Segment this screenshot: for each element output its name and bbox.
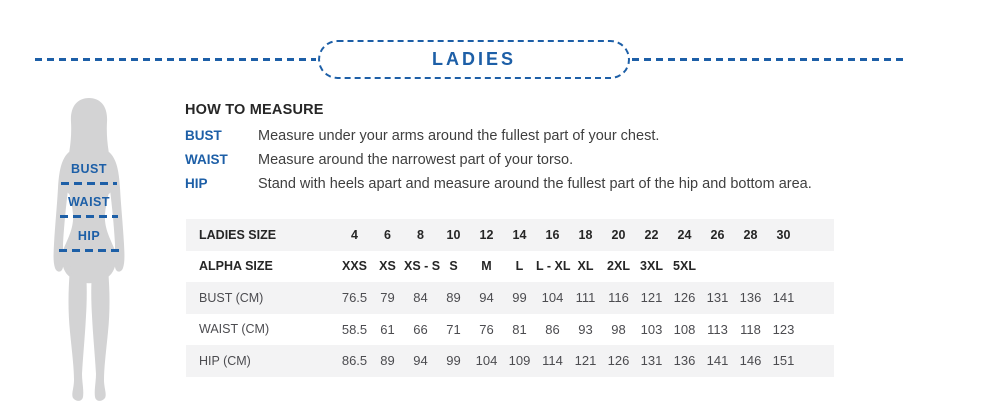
size-cell: 109 <box>503 345 536 377</box>
size-cell: 6 <box>371 219 404 251</box>
size-cell: 141 <box>701 345 734 377</box>
row-label: LADIES SIZE <box>186 219 338 251</box>
figure-waist-label: WAIST <box>67 195 111 209</box>
size-cell: 61 <box>380 321 395 337</box>
size-cell: 151 <box>767 345 800 377</box>
size-cell: M <box>481 259 492 274</box>
size-cell: XS <box>379 259 396 274</box>
size-cell: 14 <box>503 219 536 251</box>
size-cell: 94 <box>470 282 503 314</box>
size-chart-table <box>186 219 834 377</box>
size-cell: 123 <box>772 321 795 337</box>
size-cell: 104 <box>536 282 569 314</box>
size-cell: 113 <box>707 321 728 337</box>
size-cell: 98 <box>611 321 626 337</box>
size-cell <box>734 251 767 283</box>
size-cell: 108 <box>673 321 696 337</box>
size-cell: 131 <box>701 282 734 314</box>
size-cell: 131 <box>635 345 668 377</box>
size-cell: XS - S <box>404 259 441 274</box>
table-row <box>186 345 834 377</box>
size-cell: 84 <box>404 282 437 314</box>
size-cell: 121 <box>635 282 668 314</box>
size-cell: 12 <box>470 219 503 251</box>
size-cell: 86 <box>545 321 560 337</box>
size-cell: 89 <box>371 345 404 377</box>
size-cell: 66 <box>413 321 428 337</box>
size-cell: 58.5 <box>341 321 368 337</box>
size-cell: S <box>449 259 458 274</box>
size-cell: 136 <box>668 345 701 377</box>
size-cell: 28 <box>734 219 767 251</box>
waist-measure-line <box>60 215 118 218</box>
size-cell: 26 <box>701 219 734 251</box>
header-dashed-line-right <box>632 58 907 61</box>
figure-hip-label: HIP <box>77 229 101 243</box>
spacer-cell <box>800 219 834 251</box>
row-label: HIP (CM) <box>186 345 338 377</box>
size-cell: 76 <box>479 321 494 337</box>
row-label: ALPHA SIZE <box>199 259 273 274</box>
size-cell: 99 <box>503 282 536 314</box>
size-cell: 146 <box>734 345 767 377</box>
size-cell: XXS <box>341 259 367 274</box>
size-cell: 81 <box>512 321 527 337</box>
figure-bust-label: BUST <box>70 162 108 176</box>
table-row <box>186 219 834 251</box>
size-cell: 126 <box>668 282 701 314</box>
table-row <box>186 314 834 346</box>
size-cell: 30 <box>767 219 800 251</box>
measure-term: HIP <box>185 176 208 191</box>
measure-description: Measure under your arms around the fullest part of your chest. <box>258 128 660 144</box>
size-cell: 104 <box>470 345 503 377</box>
size-cell: 24 <box>668 219 701 251</box>
size-cell: 118 <box>740 321 761 337</box>
spacer-cell <box>800 345 834 377</box>
spacer-cell <box>800 282 834 314</box>
measure-description: Stand with heels apart and measure around the fullest part of the hip and bottom area. <box>258 176 812 192</box>
size-cell: 93 <box>578 321 593 337</box>
measure-instructions <box>185 125 885 195</box>
ladies-title-pill <box>318 40 630 79</box>
size-cell: 126 <box>602 345 635 377</box>
size-cell: 99 <box>437 345 470 377</box>
size-cell: 20 <box>602 219 635 251</box>
measure-term: BUST <box>185 128 222 143</box>
size-cell: 10 <box>437 219 470 251</box>
size-cell: 8 <box>404 219 437 251</box>
size-cell: 22 <box>635 219 668 251</box>
size-cell: 5XL <box>673 259 696 274</box>
bust-measure-line <box>61 182 117 185</box>
measurement-figure <box>48 96 128 402</box>
spacer-cell <box>800 314 834 346</box>
size-cell: 16 <box>536 219 569 251</box>
size-cell: L <box>515 259 524 274</box>
size-cell: 18 <box>569 219 602 251</box>
measure-description: Measure around the narrowest part of your torso. <box>258 152 574 168</box>
size-cell: 2XL <box>607 259 630 274</box>
size-cell: 76.5 <box>338 282 371 314</box>
how-to-measure-section <box>185 102 885 195</box>
size-cell: 114 <box>536 345 569 377</box>
section-title: LADIES <box>431 49 516 69</box>
size-cell <box>767 251 800 283</box>
row-label: WAIST (CM) <box>199 322 270 337</box>
size-cell: 103 <box>640 321 663 337</box>
size-cell: 71 <box>446 321 461 337</box>
row-label: BUST (CM) <box>186 282 338 314</box>
table-row <box>186 282 834 314</box>
size-cell: 121 <box>569 345 602 377</box>
size-cell: 141 <box>767 282 800 314</box>
hip-measure-line <box>59 249 123 252</box>
size-cell: 136 <box>734 282 767 314</box>
measure-term: WAIST <box>185 152 228 167</box>
how-to-measure-title: HOW TO MEASURE <box>185 102 324 118</box>
size-cell: 3XL <box>640 259 663 274</box>
table-row <box>186 251 834 283</box>
header-dashed-line-left <box>35 58 316 61</box>
size-cell: 86.5 <box>338 345 371 377</box>
size-cell: 94 <box>404 345 437 377</box>
size-cell: 116 <box>602 282 635 314</box>
spacer-cell <box>800 251 834 283</box>
size-cell: 79 <box>371 282 404 314</box>
size-cell <box>701 251 734 283</box>
size-cell: 111 <box>569 282 602 314</box>
size-cell: XL <box>577 259 594 274</box>
size-cell: L - XL <box>536 259 571 274</box>
size-cell: 4 <box>338 219 371 251</box>
size-cell: 89 <box>437 282 470 314</box>
